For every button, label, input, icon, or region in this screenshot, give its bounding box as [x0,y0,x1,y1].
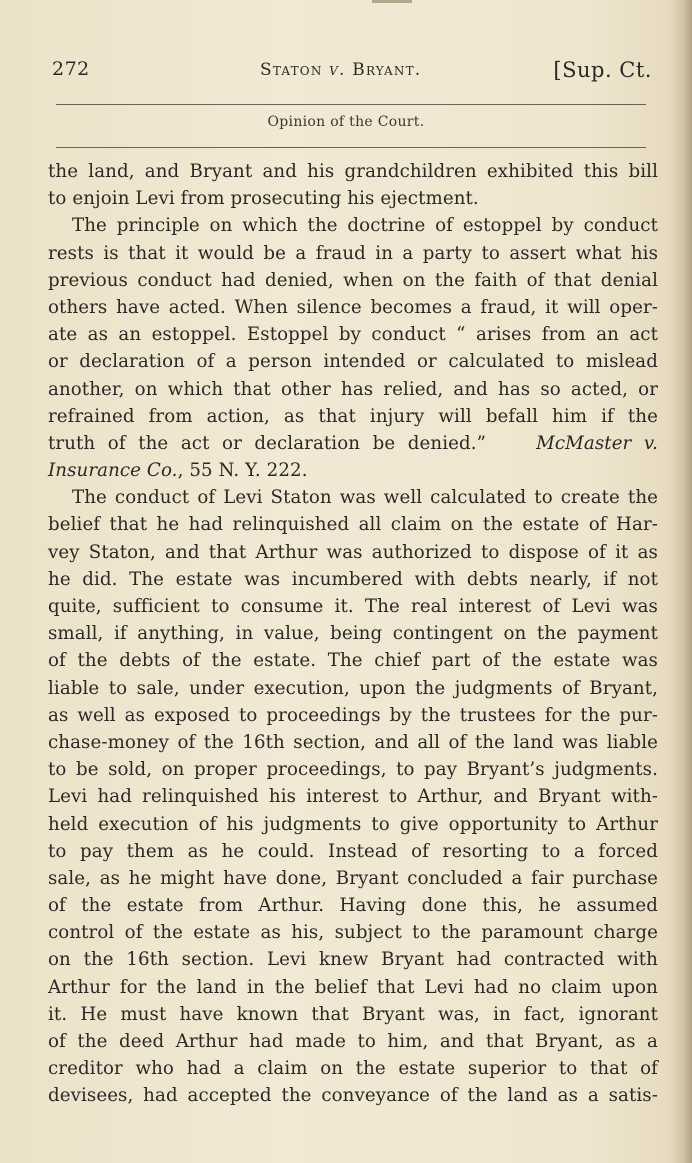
running-header [52,58,652,90]
binding-shadow [670,0,692,1163]
text-line: sale, as he might have done, Bryant concluded a fair purchase [48,867,658,889]
text-line: The conduct of Levi Staton was well calculated to create the [72,487,658,509]
text-line-with-citation [48,430,658,457]
text-line: of the debts of the estate. The chief part of the estate was [48,650,658,672]
text-line-with-citation [48,457,658,484]
title-versus: v. [329,60,346,80]
text-line: of the deed Arthur had made to him, and that Bryant, as a [48,1031,658,1052]
text-line: to pay them as he could. Instead of resorting to a forced [48,840,658,862]
header-rule-top [56,104,646,105]
text-line: to be sold, on proper proceedings, to pay Bryant’s judgments. [48,759,658,781]
text-line: another, on which that other has relied, and has so acted, or [48,378,658,400]
text-line: held execution of his judgments to give opportunity to Arthur [48,813,658,835]
opinion-text [48,158,658,1110]
citation-party: Insurance Co. [48,460,178,482]
page-edge-mark [372,0,412,3]
text-line: others have acted. When silence becomes a fraud, it will oper- [48,296,658,318]
text-line: the land, and Bryant and his grandchildren exhibited this bill [48,161,658,182]
court-label: [Sup. Ct. [553,58,652,82]
text-line: small, if anything, in value, being contingent on the payment [48,623,658,645]
text-line: truth of the act or declaration be denied.” [48,432,486,454]
text-line: previous conduct had denied, when on the faith of that denial [48,269,658,291]
text-line: it. He must have known that Bryant was, in fact, ignorant [48,1003,658,1025]
title-defendant: Bryant. [352,60,422,80]
text-line: chase-money of the 16th section, and all of the land was liable [48,731,658,753]
text-line: Levi had relinquished his interest to Arthur, and Bryant with- [48,786,658,808]
text-line: rests is that it would be a fraud in a party to assert what his [48,242,658,264]
section-label: Opinion of the Court. [267,114,425,130]
text-line: devisees, had accepted the conveyance of the land as a satis- [48,1085,658,1107]
text-line: belief that he had relinquished all claim on the estate of Har- [48,514,658,536]
text-line: or declaration of a person intended or calculated to mislead [48,351,658,373]
text-line: control of the estate as his, subject to the paramount charge [48,922,658,944]
citation-case: McMaster v. [536,432,658,454]
text-line: The principle on which the doctrine of estoppel by conduct [72,215,658,237]
text-line: to enjoin Levi from prosecuting his ejectment. [48,188,479,210]
text-line: quite, sufficient to consume it. The real interest of Levi was [48,596,658,617]
text-line: Arthur for the land in the belief that Levi had no claim upon [48,976,658,998]
page-number: 272 [52,58,90,80]
text-line: creditor who had a claim on the estate superior to that of [48,1058,658,1080]
text-line: refrained from action, as that injury will befall him if the [48,405,658,427]
text-line: on the 16th section. Levi knew Bryant had contracted with [48,949,658,971]
text-line: of the estate from Arthur. Having done this, he assumed [48,895,658,917]
text-line: vey Staton, and that Arthur was authorized to dispose of it as [48,541,658,563]
text-line: liable to sale, under execution, upon the judgments of Bryant, [48,677,658,699]
text-line: as well as exposed to proceedings by the trustees for the pur- [48,704,658,726]
text-line: ate as an estoppel. Estoppel by conduct “ arises from an act [48,324,658,346]
running-title [260,60,421,80]
title-plaintiff: Staton [260,60,323,80]
header-rule-bottom [56,147,646,148]
citation-reporter: , 55 N. Y. 222. [177,460,308,482]
text-line: he did. The estate was incumbered with debts nearly, if not [48,568,658,590]
